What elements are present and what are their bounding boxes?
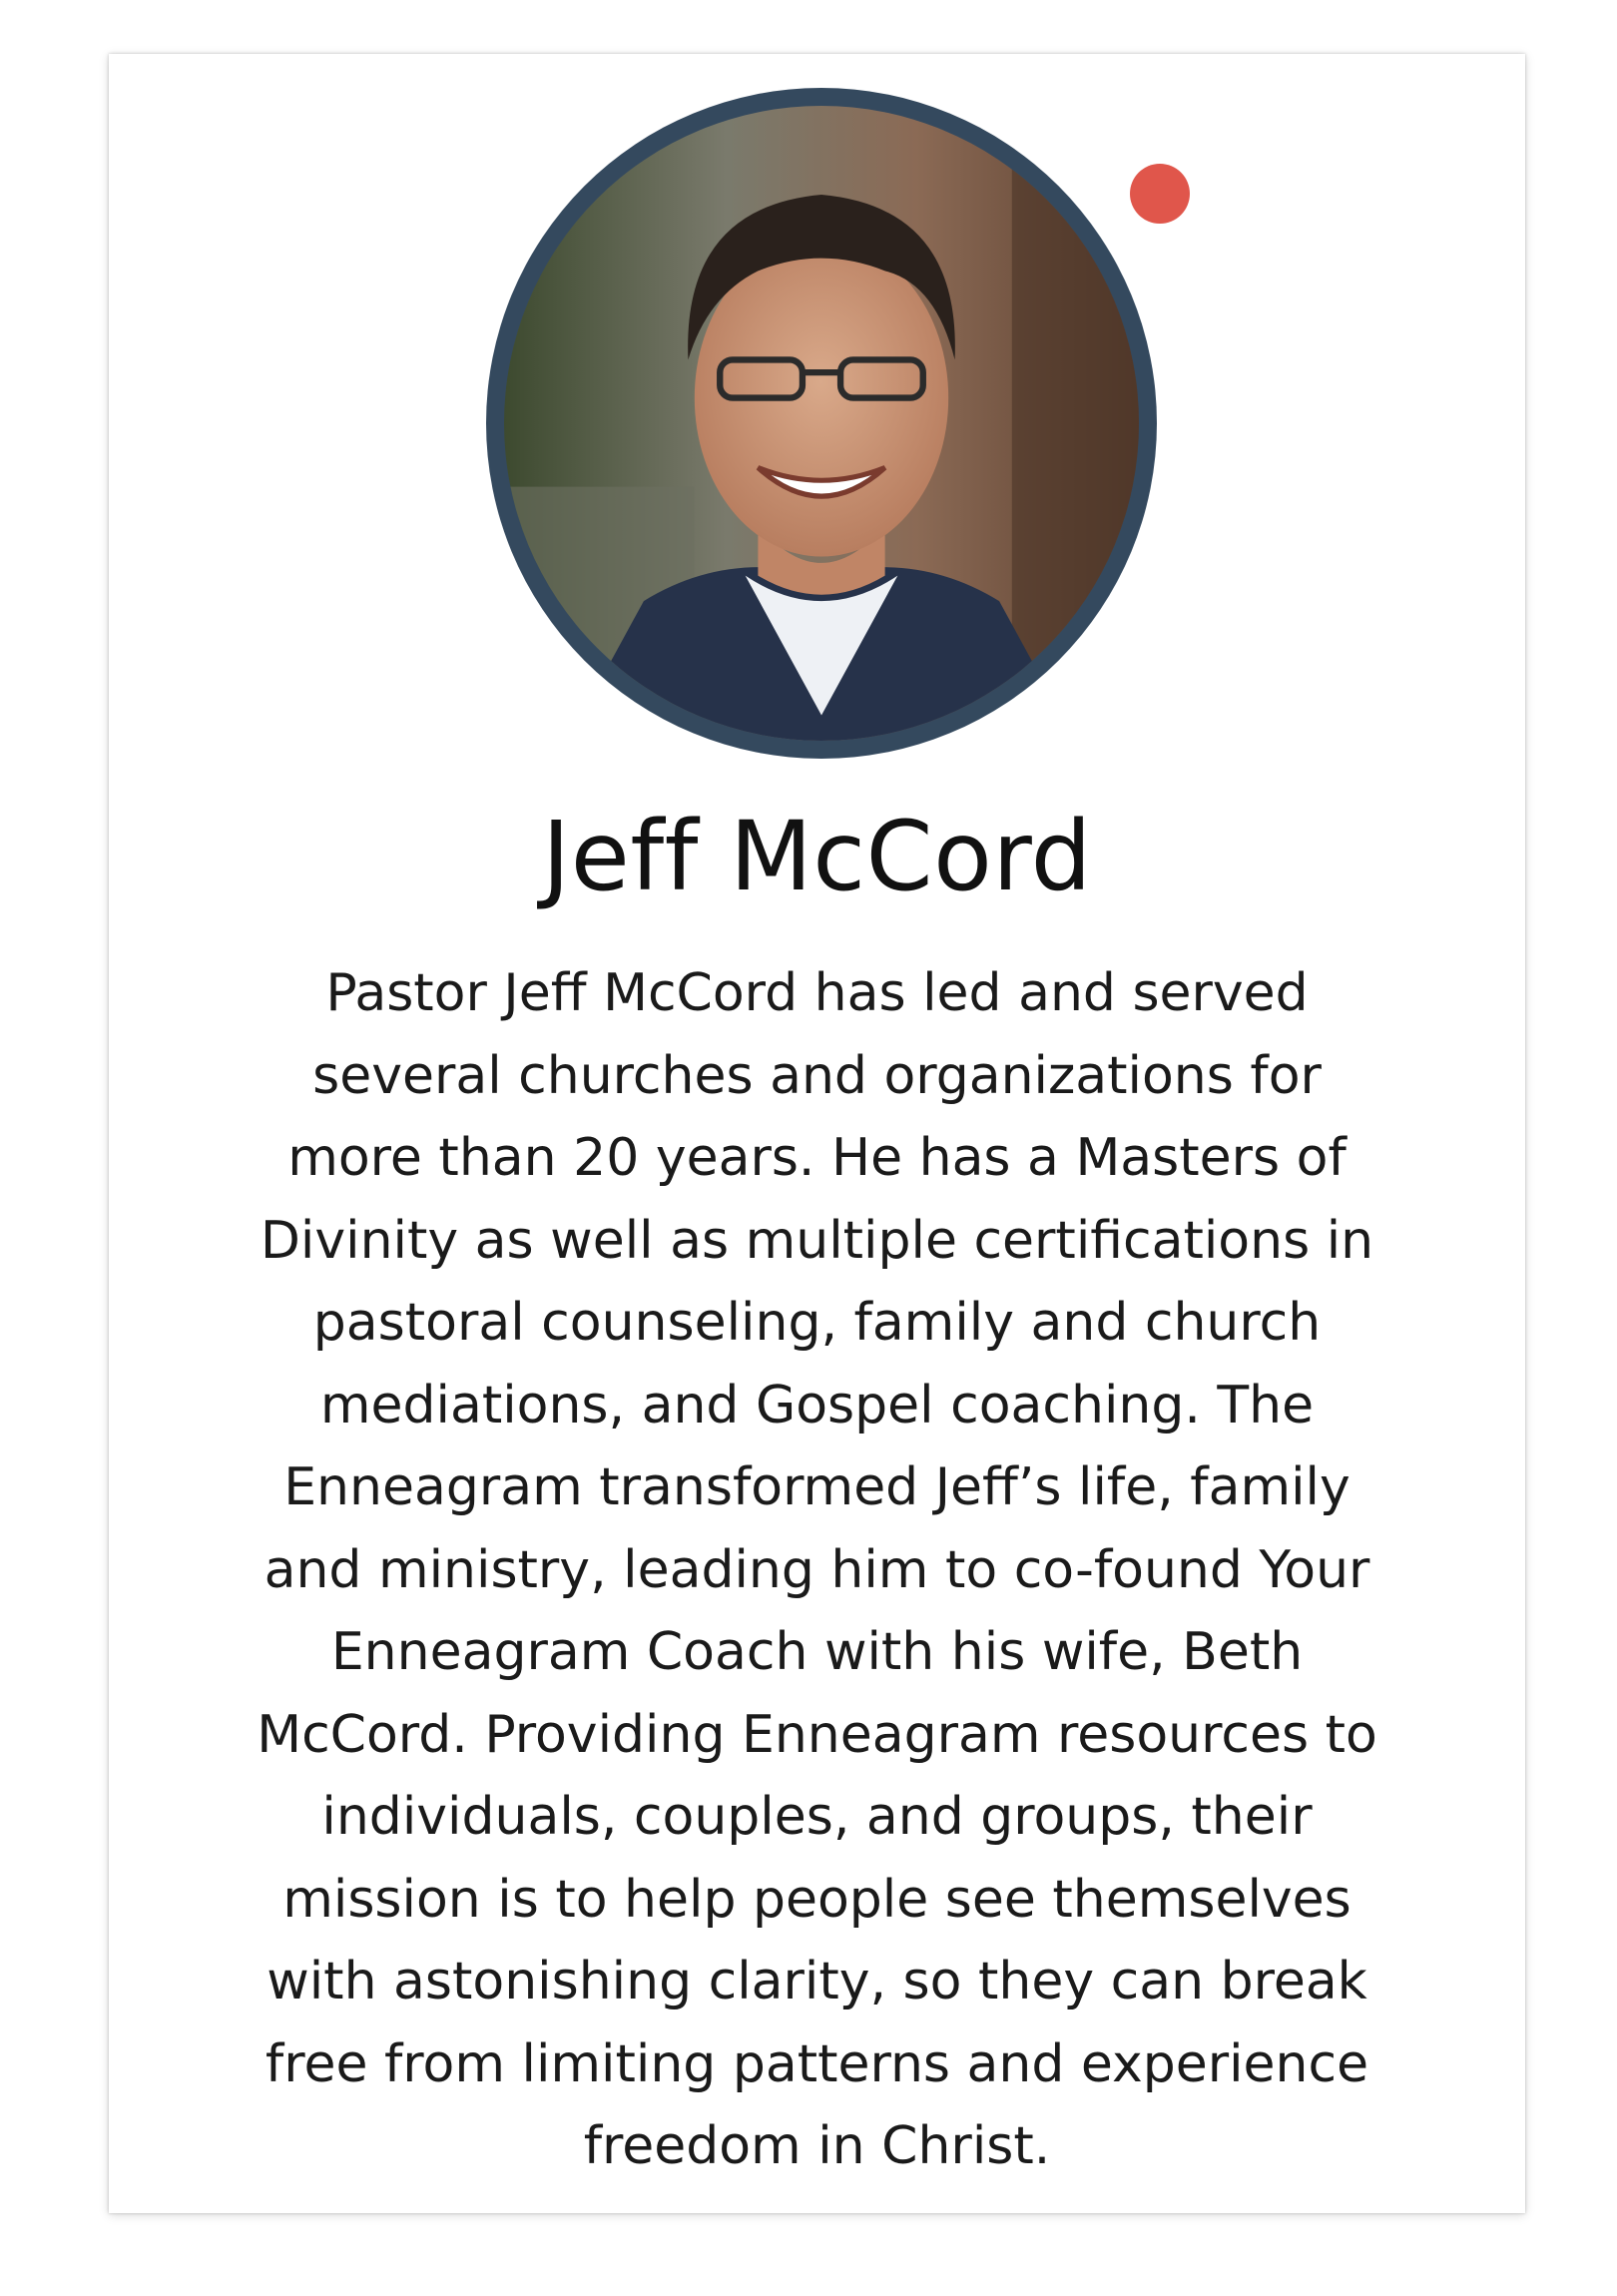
bio-line: and ministry, leading him to co-found Your [264,1539,1370,1600]
profile-bio [169,952,1465,2188]
bio-line: Enneagram transformed Jeff’s life, family [283,1457,1350,1517]
bio-line: Pastor Jeff McCord has led and served [325,963,1309,1023]
bio-line: mission is to help people see themselves [282,1869,1351,1930]
bio-line: Enneagram Coach with his wife, Beth [330,1622,1304,1682]
bio-line: mediations, and Gospel coaching. The [319,1375,1315,1435]
bio-line: pastoral counseling, family and church [312,1293,1322,1353]
bio-line: with astonishing clarity, so they can break [267,1952,1367,2011]
bio-line: several churches and organizations for [312,1045,1322,1106]
bio-line: McCord. Providing Enneagram resources to [257,1704,1377,1765]
bio-line: more than 20 years. He has a Masters of [287,1128,1347,1188]
avatar [504,106,1139,741]
profile-card [109,54,1525,2213]
bio-line: individuals, couples, and groups, their [321,1787,1313,1847]
bio-line: freedom in Christ. [583,2116,1051,2176]
bio-line: Divinity as well as multiple certifications in [260,1210,1374,1271]
profile-name: Jeff McCord [541,801,1093,912]
avatar-frame [486,88,1157,759]
bio-line: free from limiting patterns and experience [265,2033,1369,2094]
status-indicator [1130,164,1190,224]
